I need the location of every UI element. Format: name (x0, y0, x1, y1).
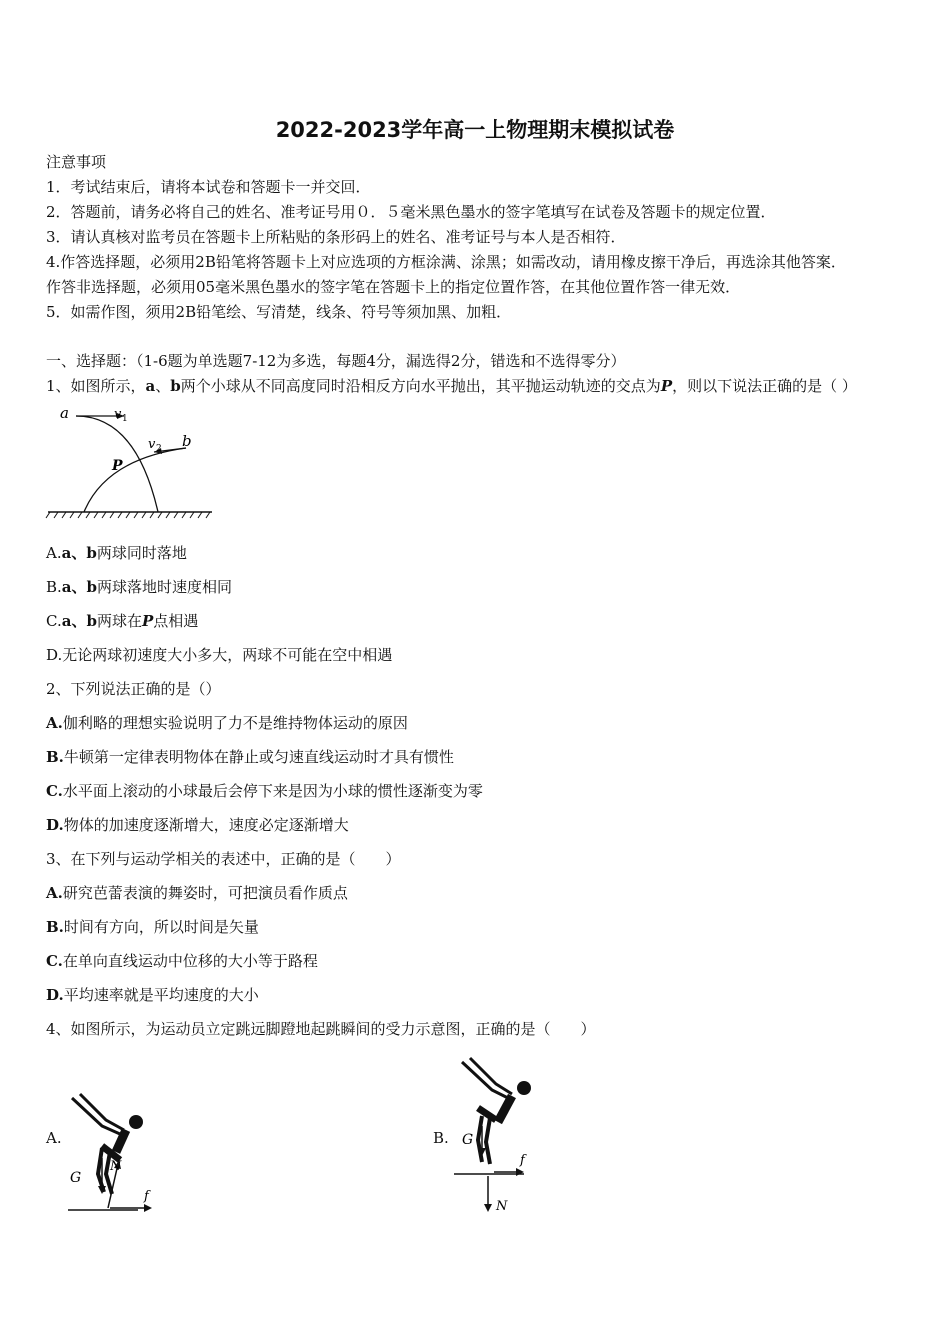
q2-option-d[interactable]: D.物体的加速度逐渐增大，速度必定逐渐增大 (46, 816, 349, 834)
q1-option-a[interactable]: A.a、b两球同时落地 (46, 544, 187, 562)
label-v2-sub: 2 (156, 444, 162, 454)
notice-item: 5．如需作图，须用2B铅笔绘、写清楚，线条、符号等须加黑、加粗． (46, 303, 512, 321)
label-v2: v (148, 437, 156, 452)
label-v1: v (114, 407, 122, 422)
section-heading: 一、选择题：（1-6题为单选题7-12为多选，每题4分，漏选得2分，错选和不选得零分） (46, 352, 626, 370)
q1-option-c[interactable]: C.a、b两球在P点相遇 (46, 612, 199, 630)
label-g: G (70, 1170, 82, 1186)
q2-option-c[interactable]: C.水平面上滚动的小球最后会停下来是因为小球的惯性逐渐变为零 (46, 782, 483, 800)
notice-heading: 注意事项 (46, 153, 107, 171)
q1-stem: 1、如图所示，a、b两个小球从不同高度同时沿相反方向水平抛出，其平抛运动轨迹的交点为P，则以下说法正确的是（ ） (46, 377, 857, 395)
q2-option-b[interactable]: B.牛顿第一定律表明物体在静止或匀速直线运动时才具有惯性 (46, 748, 454, 766)
label-n: N (110, 1159, 122, 1174)
q3-option-b[interactable]: B.时间有方向，所以时间是矢量 (46, 918, 259, 936)
label-f: f (144, 1189, 149, 1204)
q2-option-a[interactable]: A.伽利略的理想实验说明了力不是维持物体运动的原因 (46, 714, 408, 732)
label-p: P (112, 458, 123, 474)
label-n: N (496, 1199, 508, 1214)
label-f: f (520, 1153, 525, 1168)
q4-stem: 4、如图所示，为运动员立定跳远脚蹬地起跳瞬间的受力示意图，正确的是（ ） (46, 1020, 596, 1038)
label-b: b (182, 432, 192, 450)
notice-item: 1．考试结束后，请将本试卷和答题卡一并交回． (46, 178, 371, 196)
notice-item: 作答非选择题，必须用05毫米黑色墨水的签字笔在答题卡上的指定位置作答，在其他位置作答一律无效． (46, 278, 741, 296)
q3-option-d[interactable]: D.平均速率就是平均速度的大小 (46, 986, 259, 1004)
label-v1-sub: 1 (122, 414, 128, 424)
q3-option-a[interactable]: A.研究芭蕾表演的舞姿时，可把演员看作质点 (46, 884, 348, 902)
notice-item: 2．答题前，请务必将自己的姓名、准考证号用０．５毫米黑色墨水的签字笔填写在试卷及答题卡的规定位置． (46, 203, 776, 221)
q1-option-b[interactable]: B.a、b两球落地时速度相同 (46, 578, 233, 596)
q4-option-a-label[interactable]: A. (46, 1129, 62, 1147)
q4-option-b-label[interactable]: B. (433, 1129, 449, 1147)
label-a: a (60, 404, 69, 422)
q3-option-c[interactable]: C.在单向直线运动中位移的大小等于路程 (46, 952, 318, 970)
q1-option-d[interactable]: D.无论两球初速度大小多大，两球不可能在空中相遇 (46, 646, 393, 664)
q4-figure-b (452, 1056, 552, 1220)
notice-item: 4.作答选择题，必须用2B铅笔将答题卡上对应选项的方框涂满、涂黑；如需改动，请用橡皮擦干净后，再选涂其他答案． (46, 253, 846, 271)
q4-figure-a (62, 1090, 162, 1220)
q1-trajectory-figure (46, 404, 216, 522)
label-g: G (462, 1132, 474, 1148)
notice-item: 3．请认真核对监考员在答题卡上所粘贴的条形码上的姓名、准考证号与本人是否相符． (46, 228, 626, 246)
q3-stem: 3、在下列与运动学相关的表述中，正确的是（ ） (46, 850, 401, 868)
page-title: 2022-2023学年高一上物理期末模拟试卷 (275, 118, 675, 142)
q2-stem: 2、下列说法正确的是（） (46, 680, 221, 698)
